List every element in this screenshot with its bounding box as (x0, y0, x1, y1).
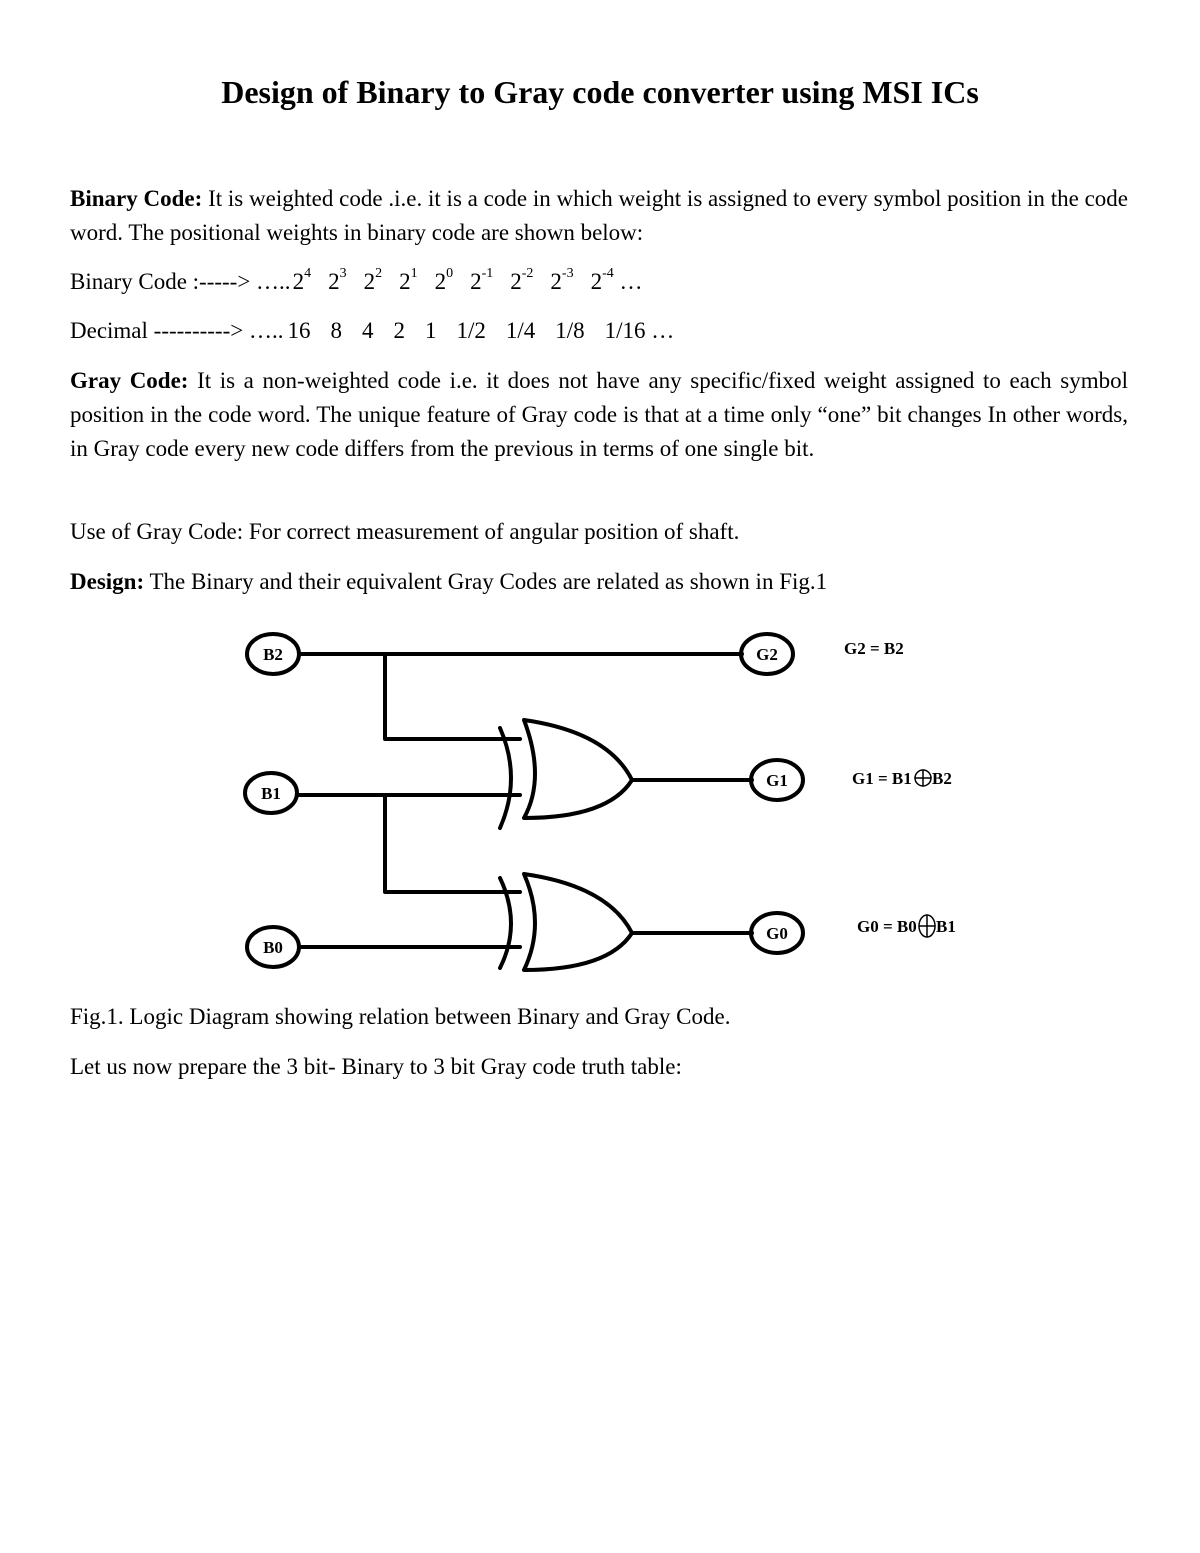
binary-weights-powers (291, 266, 614, 294)
label-g2: G2 (756, 645, 778, 664)
power-term (470, 265, 493, 299)
power-term (435, 265, 454, 299)
power-base: 2 (510, 269, 522, 294)
power-base: 2 (292, 269, 305, 294)
power-exponent: -4 (602, 266, 614, 282)
gray-code-label: Gray Code: (70, 368, 189, 393)
gray-code-text: It is a non-weighted code i.e. it does not have any specific/fixed weight assigned to each symbol position in the code word. The unique feature of Gray code is that at a time only “one” bit changes In other words, in Gray code every new code differs from the previous in terms of one single bit. (70, 368, 1128, 461)
power-term (399, 265, 418, 299)
power-base: 2 (470, 269, 482, 294)
power-exponent: 3 (339, 266, 347, 282)
power-term (364, 265, 383, 299)
decimal-value: 1 (424, 318, 437, 343)
decimal-value: 1/4 (505, 318, 536, 343)
decimal-value: 16 (287, 318, 311, 343)
page-title: Design of Binary to Gray code converter using MSI ICs (221, 74, 979, 110)
power-term (550, 265, 573, 299)
design-label: Design: (70, 569, 145, 594)
use-of-gray-code: Use of Gray Code: For correct measurement of angular position of shaft. (70, 519, 740, 544)
figure-caption: Fig.1. Logic Diagram showing relation between Binary and Gray Code. (70, 1004, 731, 1029)
power-exponent: 4 (304, 266, 312, 282)
binary-code-label: Binary Code: (70, 186, 203, 211)
power-exponent: 2 (375, 266, 383, 282)
decimal-value: 1/16 (604, 318, 646, 343)
binary-code-paragraph (70, 182, 1128, 250)
power-exponent: 1 (410, 266, 418, 282)
power-base: 2 (399, 269, 411, 294)
decimal-weights-line (70, 314, 1128, 348)
power-base: 2 (590, 269, 603, 294)
power-term (591, 265, 614, 299)
binary-weights-line (70, 265, 1128, 299)
xor-gate-1-input-arc (500, 728, 511, 828)
equation-g2: G2 = B2 (844, 639, 904, 658)
binary-weights-suffix: … (613, 269, 643, 294)
label-b1: B1 (261, 784, 281, 803)
decimal-value: 4 (361, 318, 374, 343)
gray-code-paragraph (70, 364, 1128, 466)
decimal-value: 1/2 (456, 318, 486, 343)
equation-g0-right: B1 (936, 917, 956, 936)
power-exponent: 0 (446, 266, 454, 282)
xor-gate-2-body (524, 874, 632, 970)
power-base: 2 (328, 269, 340, 294)
decimal-value: 1/8 (555, 318, 585, 343)
design-text: The Binary and their equivalent Gray Codes are related as shown in Fig.1 (144, 569, 828, 594)
power-base: 2 (363, 269, 376, 294)
binary-weights-prefix: Binary Code :-----> ….. (70, 269, 291, 294)
power-term (510, 265, 533, 299)
power-base: 2 (434, 269, 447, 294)
equation-g1-left: G1 = B1 (852, 769, 912, 788)
decimal-weights-suffix: … (645, 318, 675, 343)
label-g0: G0 (766, 924, 788, 943)
xor-gate-1-body (524, 720, 632, 818)
label-g1: G1 (766, 771, 788, 790)
power-exponent: -2 (521, 266, 534, 282)
logic-diagram (230, 620, 990, 980)
equation-g0-left: G0 = B0 (857, 917, 917, 936)
label-b2: B2 (263, 645, 283, 664)
decimal-value: 2 (393, 318, 405, 343)
power-base: 2 (550, 269, 562, 294)
power-exponent: -1 (481, 266, 494, 282)
truth-table-intro: Let us now prepare the 3 bit- Binary to 3 bit Gray code truth table: (70, 1054, 682, 1079)
binary-code-text: It is weighted code .i.e. it is a code in which weight is assigned to every symbol position in the code word. The positional weights in binary code are shown below: (70, 186, 1129, 245)
power-term (293, 265, 312, 299)
decimal-weights-values (283, 318, 645, 343)
equation-g1-right: B2 (932, 769, 952, 788)
label-b0: B0 (263, 938, 283, 957)
design-paragraph (70, 565, 1128, 599)
decimal-weights-prefix: Decimal ----------> ….. (70, 318, 284, 343)
power-term (328, 265, 347, 299)
decimal-value: 8 (330, 318, 342, 343)
power-exponent: -3 (561, 266, 574, 282)
